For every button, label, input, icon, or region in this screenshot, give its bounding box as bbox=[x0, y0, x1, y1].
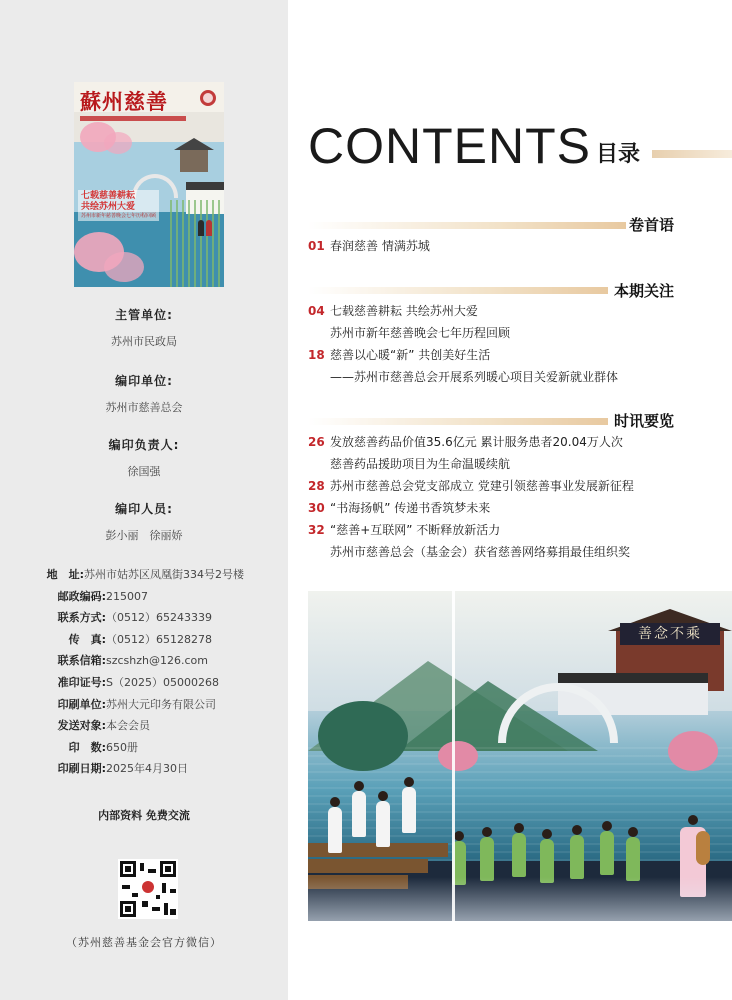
performer-child bbox=[328, 807, 342, 853]
dancer bbox=[480, 837, 494, 881]
cover-title: 蘇州慈善 bbox=[80, 89, 168, 114]
dancer bbox=[570, 835, 584, 879]
toc-headline: “慈善+互联网” 不断释放新活力 bbox=[330, 523, 501, 537]
backdrop-panel-divider bbox=[452, 591, 455, 921]
toc-item[interactable] bbox=[308, 237, 430, 254]
publisher-chief: 编印负责人: 徐国强 bbox=[108, 438, 180, 478]
toc-subline[interactable]: 苏州市慈善总会（基金会）获省慈善网络募捐最佳组织奖 bbox=[330, 545, 631, 559]
performer-child bbox=[352, 791, 366, 837]
pavilion-roof bbox=[174, 138, 214, 150]
left-info-column bbox=[0, 0, 288, 1000]
toc-headline: 发放慈善药品价值35.6亿元 累计服务患者20.04万人次 bbox=[330, 435, 623, 449]
toc-item[interactable] bbox=[308, 346, 490, 363]
backdrop-banner: 善念不乘 bbox=[620, 623, 720, 645]
blossom-cluster bbox=[104, 132, 132, 154]
cover-slogan: 七载慈善耕耘 共绘苏州大爱 苏州市新年慈善晚会七年历程回顾 bbox=[78, 190, 159, 221]
toc-page-number: 30 bbox=[308, 501, 325, 515]
toc-item[interactable] bbox=[308, 433, 623, 450]
cover-figure bbox=[206, 220, 212, 236]
detail-postcode: 邮政编码:215007 bbox=[57, 589, 148, 603]
publisher-staff: 编印人员: 彭小丽 徐丽娇 bbox=[105, 502, 183, 542]
detail-address: 地 址:苏州市姑苏区凤凰街334号2号楼 bbox=[46, 568, 244, 581]
detail-fax: 传 真:（0512）65128278 bbox=[68, 632, 212, 646]
detail-printer: 印刷单位:苏州大元印务有限公司 bbox=[57, 697, 216, 711]
section-rule bbox=[308, 222, 626, 229]
backdrop-blossom bbox=[668, 731, 718, 771]
contents-title-cn: 目录 bbox=[596, 142, 641, 167]
toc-item[interactable] bbox=[308, 477, 634, 494]
detail-print-run: 印 数:650册 bbox=[68, 740, 138, 754]
stage-steps bbox=[308, 859, 428, 873]
performer-child bbox=[376, 801, 390, 847]
toc-page-number: 01 bbox=[308, 239, 325, 253]
section-title-news: 时讯要览 bbox=[613, 412, 674, 430]
toc-headline: 苏州市慈善总会党支部成立 党建引领慈善事业发展新征程 bbox=[330, 479, 634, 493]
qr-code-icon bbox=[118, 859, 178, 919]
toc-headline: “书海扬帆” 传递书香筑梦未来 bbox=[330, 501, 491, 515]
backdrop-blossom bbox=[438, 741, 478, 771]
dancer bbox=[626, 837, 640, 881]
dancer bbox=[600, 831, 614, 875]
cover-figure bbox=[198, 220, 204, 236]
toc-subline[interactable]: 苏州市新年慈善晚会七年历程回顾 bbox=[330, 326, 511, 340]
cover-subtitle-bar bbox=[80, 116, 186, 121]
title-decoration-bar bbox=[652, 150, 732, 158]
qr-caption: （苏州慈善基金会官方微信） bbox=[66, 936, 222, 949]
toc-item[interactable] bbox=[308, 499, 490, 516]
toc-page-number: 04 bbox=[308, 304, 325, 318]
publisher-supervisor: 主管单位: 苏州市民政局 bbox=[111, 308, 177, 348]
detail-phone: 联系方式:（0512）65243339 bbox=[57, 611, 212, 625]
toc-page-number: 28 bbox=[308, 479, 325, 493]
detail-email: 联系信箱:szcshzh@126.com bbox=[57, 654, 208, 668]
toc-page-number: 18 bbox=[308, 348, 325, 362]
pavilion-body bbox=[180, 150, 208, 172]
magazine-cover-thumbnail bbox=[74, 82, 224, 287]
detail-permit: 准印证号:S（2025）05000268 bbox=[57, 675, 219, 689]
backdrop-tree bbox=[318, 701, 408, 771]
section-title-preface: 卷首语 bbox=[628, 216, 674, 234]
toc-item[interactable] bbox=[308, 521, 500, 538]
pipa-instrument bbox=[696, 831, 710, 865]
cover-logo-icon bbox=[200, 90, 216, 106]
toc-headline: 七载慈善耕耘 共绘苏州大爱 bbox=[330, 304, 478, 318]
toc-subline[interactable]: ——苏州市慈善总会开展系列暖心项目关爱新就业群体 bbox=[330, 370, 619, 384]
performer-child bbox=[402, 787, 416, 833]
toc-headline: 春润慈善 情满苏城 bbox=[330, 239, 430, 253]
toc-headline: 慈善以心暖“新” 共创美好生活 bbox=[330, 348, 491, 362]
gala-stage-photo bbox=[308, 591, 732, 921]
section-title-focus: 本期关注 bbox=[613, 282, 674, 300]
toc-page-number: 32 bbox=[308, 523, 325, 537]
contents-title: CONTENTS bbox=[308, 118, 591, 174]
section-rule bbox=[308, 418, 608, 425]
detail-print-date: 印刷日期:2025年4月30日 bbox=[57, 762, 188, 776]
section-rule bbox=[308, 287, 608, 294]
internal-note: 内部资料 免费交流 bbox=[98, 809, 190, 822]
publication-details bbox=[36, 566, 276, 782]
publisher-editor: 编印单位: 苏州市慈善总会 bbox=[105, 374, 183, 414]
detail-recipients: 发送对象:本会会员 bbox=[57, 719, 150, 733]
willow-tree bbox=[170, 200, 224, 287]
toc-subline[interactable]: 慈善药品援助项目为生命温暖续航 bbox=[330, 457, 511, 471]
toc-page-number: 26 bbox=[308, 435, 325, 449]
blossom-cluster bbox=[104, 252, 144, 282]
toc-item[interactable] bbox=[308, 302, 478, 319]
stage-mist bbox=[308, 877, 732, 921]
dancer bbox=[512, 833, 526, 877]
